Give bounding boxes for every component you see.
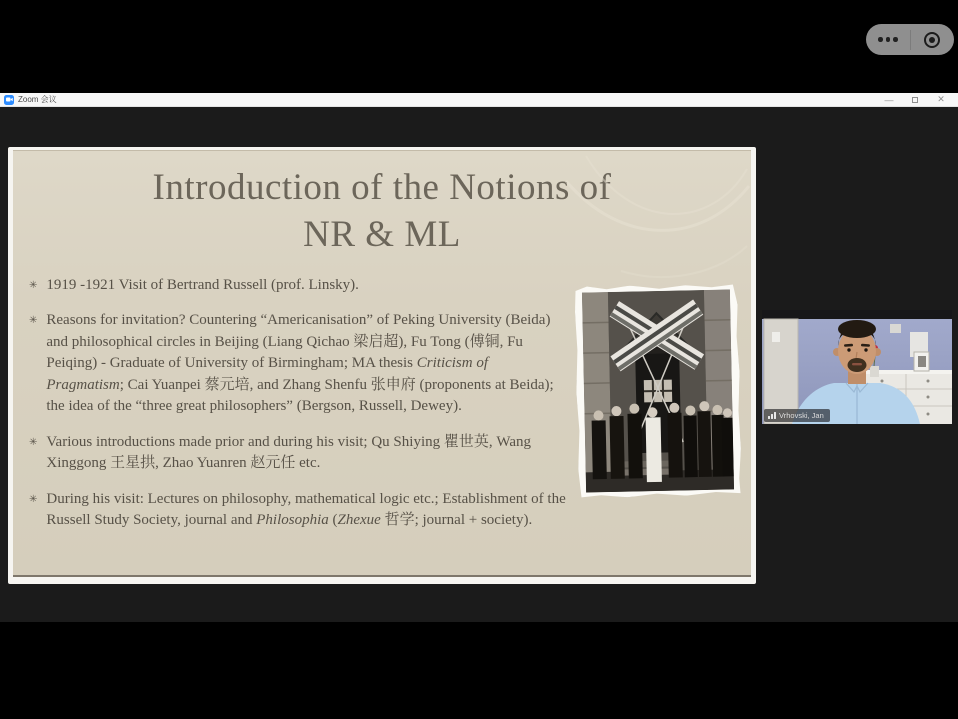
zoom-app-icon — [4, 95, 14, 105]
bullet-star-icon: ✳ — [29, 279, 38, 291]
bullet-item — [29, 489, 589, 532]
bullet-item — [29, 310, 589, 418]
system-control-pill — [866, 24, 954, 55]
shared-screen-slide — [8, 147, 756, 584]
more-dots-icon — [878, 37, 898, 42]
bullet-item — [29, 275, 589, 297]
meeting-content-area — [0, 107, 958, 622]
slide-title-line2: NR & ML — [303, 214, 461, 256]
historic-photo-image — [582, 289, 734, 492]
participant-video[interactable] — [762, 310, 952, 424]
participant-nametag — [764, 409, 830, 422]
record-target-icon — [924, 32, 940, 48]
bullet-text: Various introductions made prior and during his visit; Qu Shiying 瞿世英, Wang Xinggong 王星拱, Zhao Yuanren 赵元任 etc. — [46, 433, 531, 472]
bullet-text: Reasons for invitation? Countering “Americanisation” of Peking University (Beida) and philosophical circles in Beijing (Liang Qichao 梁启超), Fu Tong (傅铜, Fu Peiqing) - Graduate of University of Birmingham; MA thesis Criticism of Pragmatism; Cai Yuanpei 蔡元培, and Zhang Shenfu 张申府 (proponents at Beida); the idea of the “three great philosophers” (Bergson, Russell, Dewey). — [46, 312, 554, 415]
bullet-star-icon: ✳ — [29, 436, 38, 448]
slide-bullets — [29, 275, 589, 532]
slide-title-line1: Introduction of the Notions of — [152, 167, 612, 208]
paper-flourish-decoration — [561, 151, 751, 301]
participant-webcam-image — [762, 310, 952, 424]
participant-name: Vrhovski, Jan — [779, 411, 824, 420]
maximize-button[interactable] — [902, 93, 928, 106]
minimize-button[interactable]: — — [884, 94, 894, 105]
window-titlebar[interactable] — [0, 93, 958, 107]
bullet-item — [29, 432, 589, 475]
maximize-icon — [912, 97, 918, 103]
window-title: Zoom 会议 — [18, 94, 57, 104]
more-options-button[interactable] — [866, 24, 910, 55]
bullet-text: 1919 -1921 Visit of Bertrand Russell (prof. Linsky). — [46, 276, 359, 293]
bullet-star-icon: ✳ — [29, 315, 38, 327]
signal-bars-icon — [768, 412, 776, 419]
record-button[interactable] — [911, 24, 955, 55]
bullet-star-icon: ✳ — [29, 493, 38, 505]
bullet-text: During his visit: Lectures on philosophy, mathematical logic etc.; Establishment of the Russell Study Society, journal and Philosophia (Zhexue 哲学; journal + society). — [46, 490, 566, 529]
zoom-meeting-window — [0, 93, 958, 623]
slide-paper — [13, 150, 751, 577]
historic-photo — [574, 283, 742, 498]
close-button[interactable]: ✕ — [937, 94, 945, 104]
